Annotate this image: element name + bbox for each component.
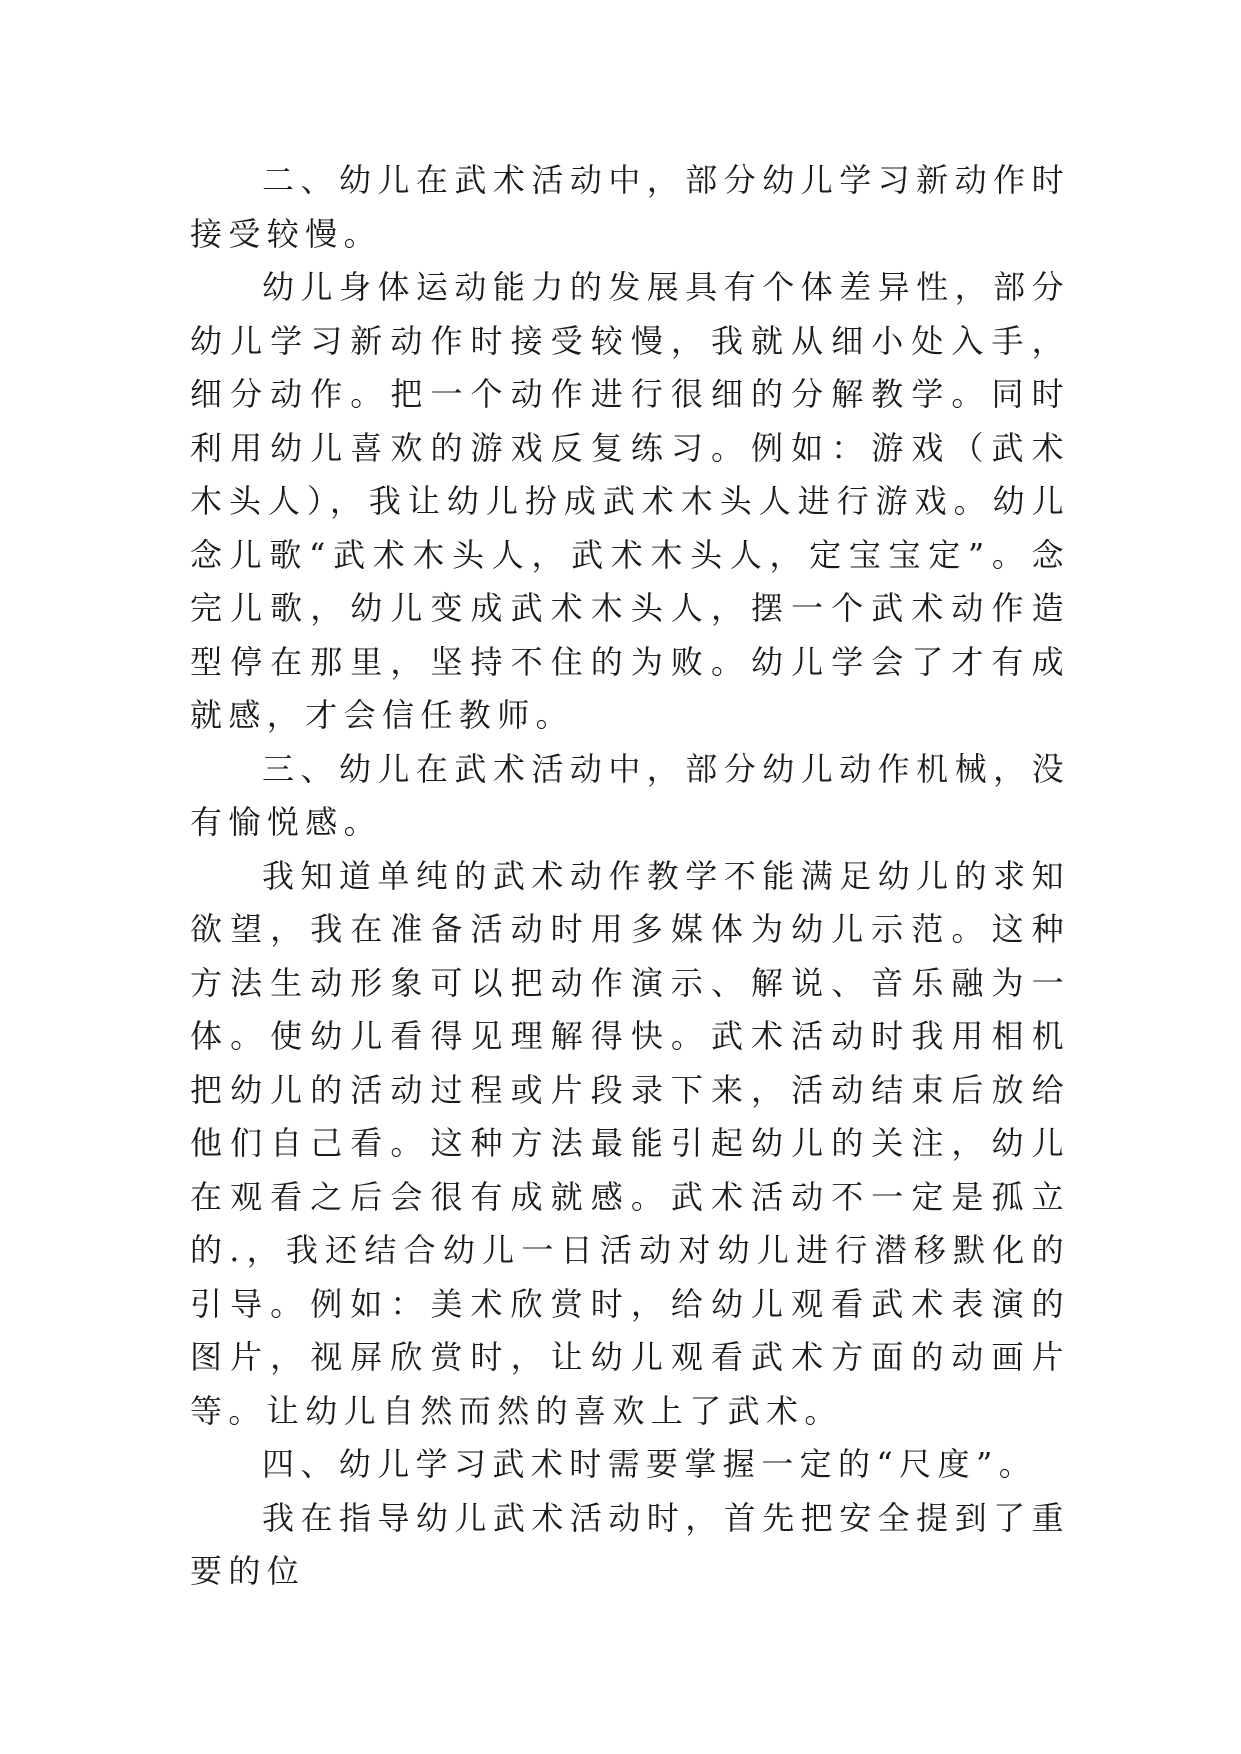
- section-heading-2: 二、幼儿在武术活动中，部分幼儿学习新动作时接受较慢。: [190, 161, 1070, 253]
- body-paragraph: 我在指导幼儿武术活动时，首先把安全提到了重要的位: [190, 1498, 1070, 1590]
- document-page: [190, 154, 1070, 1599]
- section-heading-3: 三、幼儿在武术活动中，部分幼儿动作机械，没有愉悦感。: [190, 749, 1070, 841]
- body-paragraph: 我知道单纯的武术动作教学不能满足幼儿的求知欲望，我在准备活动时用多媒体为幼儿示范。这种方法生动形象可以把动作演示、解说、音乐融为一体。使幼儿看得见理解得快。武术活动时我用相机把幼儿的活动过程或片段录下来，活动结束后放给他们自己看。这种方法最能引起幼儿的关注，幼儿在观看之后会很有成就感。武术活动不一定是孤立的.，我还结合幼儿一日活动对幼儿进行潜移默化的引导。例如：美术欣赏时，给幼儿观看武术表演的图片，视屏欣赏时，让幼儿观看武术方面的动画片等。让幼儿自然而然的喜欢上了武术。: [190, 856, 1070, 1430]
- section-heading-4: 四、幼儿学习武术时需要掌握一定的“尺度”。: [262, 1445, 1038, 1483]
- body-paragraph: 幼儿身体运动能力的发展具有个体差异性，部分幼儿学习新动作时接受较慢，我就从细小处入手，细分动作。把一个动作进行很细的分解教学。同时利用幼儿喜欢的游戏反复练习。例如：游戏（武术木头人），我让幼儿扮成武术木头人进行游戏。幼儿念儿歌“武术木头人，武术木头人，定宝宝定”。念完儿歌，幼儿变成武术木头人，摆一个武术动作造型停在那里，坚持不住的为败。幼儿学会了才有成就感，才会信任教师。: [190, 268, 1070, 734]
